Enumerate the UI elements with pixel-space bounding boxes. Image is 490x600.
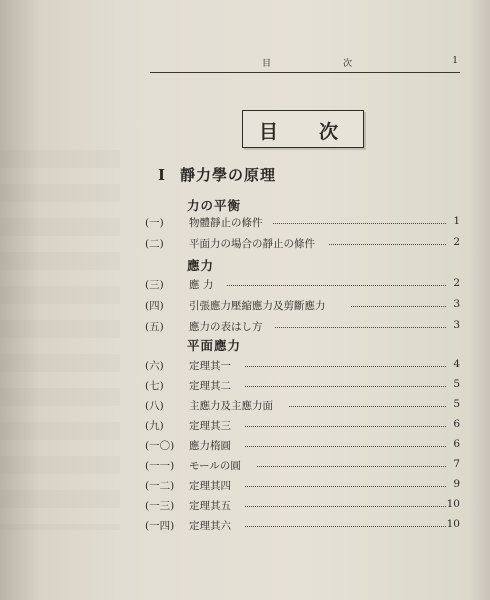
toc-entry[interactable]: [145, 436, 460, 454]
toc-entry[interactable]: [145, 416, 460, 434]
entry-title: 主應力及主應力面: [189, 400, 273, 412]
toc-entry[interactable]: [145, 376, 460, 394]
entry-page: 3: [453, 298, 460, 310]
entry-page: 5: [453, 398, 460, 410]
entry-page: 2: [453, 277, 460, 289]
leader-dots: [245, 505, 446, 507]
toc-entry[interactable]: [145, 496, 460, 514]
toc-entry[interactable]: [145, 296, 460, 314]
entry-title: 物體靜止の條件: [189, 217, 263, 229]
entry-page: 2: [453, 236, 460, 248]
header-rule: [150, 72, 460, 73]
entry-number: (八): [145, 400, 164, 412]
entry-title: 應 力: [189, 279, 214, 291]
entry-number: (九): [145, 420, 164, 432]
entry-page: 1: [453, 215, 460, 227]
toc-entry[interactable]: [145, 213, 460, 231]
entry-page: 10: [446, 498, 460, 510]
toc-entry[interactable]: [145, 396, 460, 414]
toc-entry[interactable]: [145, 516, 460, 534]
entry-number: (二): [145, 238, 164, 250]
leader-dots: [245, 445, 446, 447]
leader-dots: [245, 485, 446, 487]
entry-title: 引張應力壓縮應力及剪斷應力: [189, 300, 326, 312]
entry-number: (四): [145, 300, 164, 312]
leader-dots: [273, 222, 446, 224]
toc-entry[interactable]: [145, 456, 460, 474]
header-right: 次: [343, 59, 355, 69]
entry-number: (一): [145, 217, 164, 229]
leader-dots: [245, 425, 446, 427]
leader-dots: [329, 243, 446, 245]
entry-page: 5: [453, 378, 460, 390]
toc-entry[interactable]: [145, 275, 460, 293]
entry-page: 10: [446, 518, 460, 530]
entry-number: (五): [145, 321, 164, 333]
toc-entry[interactable]: [145, 476, 460, 494]
section-heading: 力の平衡: [187, 198, 242, 213]
entry-title: 應力楕圓: [189, 440, 231, 452]
toc-entry[interactable]: [145, 356, 460, 374]
leader-dots: [245, 385, 446, 387]
entry-title: 定理其六: [189, 520, 231, 532]
header-left: 目: [262, 59, 274, 69]
leader-dots: [245, 365, 446, 367]
leader-dots: [351, 305, 446, 307]
part-roman-numeral: I: [158, 166, 167, 184]
toc-title-char-2: 次: [319, 121, 339, 143]
entry-title: 定理其五: [189, 500, 231, 512]
entry-page: 6: [453, 418, 460, 430]
entry-number: (六): [145, 360, 164, 372]
entry-page: 7: [453, 458, 460, 470]
entry-page: 6: [453, 438, 460, 450]
running-header: [150, 56, 460, 70]
entry-number: (一四): [145, 520, 175, 532]
entry-page: 3: [453, 319, 460, 331]
toc-title-box: [242, 110, 364, 148]
toc-entry[interactable]: [145, 317, 460, 335]
header-page-number: 1: [452, 56, 460, 66]
entry-title: 定理其二: [189, 380, 231, 392]
leader-dots: [227, 284, 446, 286]
section-heading: 應力: [187, 258, 215, 273]
leader-dots: [245, 525, 446, 527]
entry-title: 應力の表はし方: [189, 321, 263, 333]
entry-page: 9: [453, 478, 460, 490]
entry-number: (一三): [145, 500, 175, 512]
entry-number: (一一): [145, 460, 175, 472]
entry-title: 定理其三: [189, 420, 231, 432]
entry-title: モールの圓: [189, 460, 241, 472]
part-title-text: 靜力學の原理: [180, 166, 277, 184]
entry-number: (七): [145, 380, 164, 392]
leader-dots: [257, 465, 446, 467]
leader-dots: [289, 405, 446, 407]
leader-dots: [275, 326, 446, 328]
entry-number: (一〇): [145, 440, 175, 452]
section-heading: 平面應力: [187, 338, 242, 353]
entry-title: 平面力の場合の靜止の條件: [189, 238, 315, 250]
entry-title: 定理其一: [189, 360, 231, 372]
toc-entry[interactable]: [145, 234, 460, 252]
part-title: [158, 164, 276, 185]
entry-number: (一二): [145, 480, 175, 492]
toc-title-char-1: 目: [259, 121, 279, 143]
entry-page: 4: [453, 358, 460, 370]
bleed-through-shadow: [0, 150, 120, 530]
entry-number: (三): [145, 279, 164, 291]
entry-title: 定理其四: [189, 480, 231, 492]
